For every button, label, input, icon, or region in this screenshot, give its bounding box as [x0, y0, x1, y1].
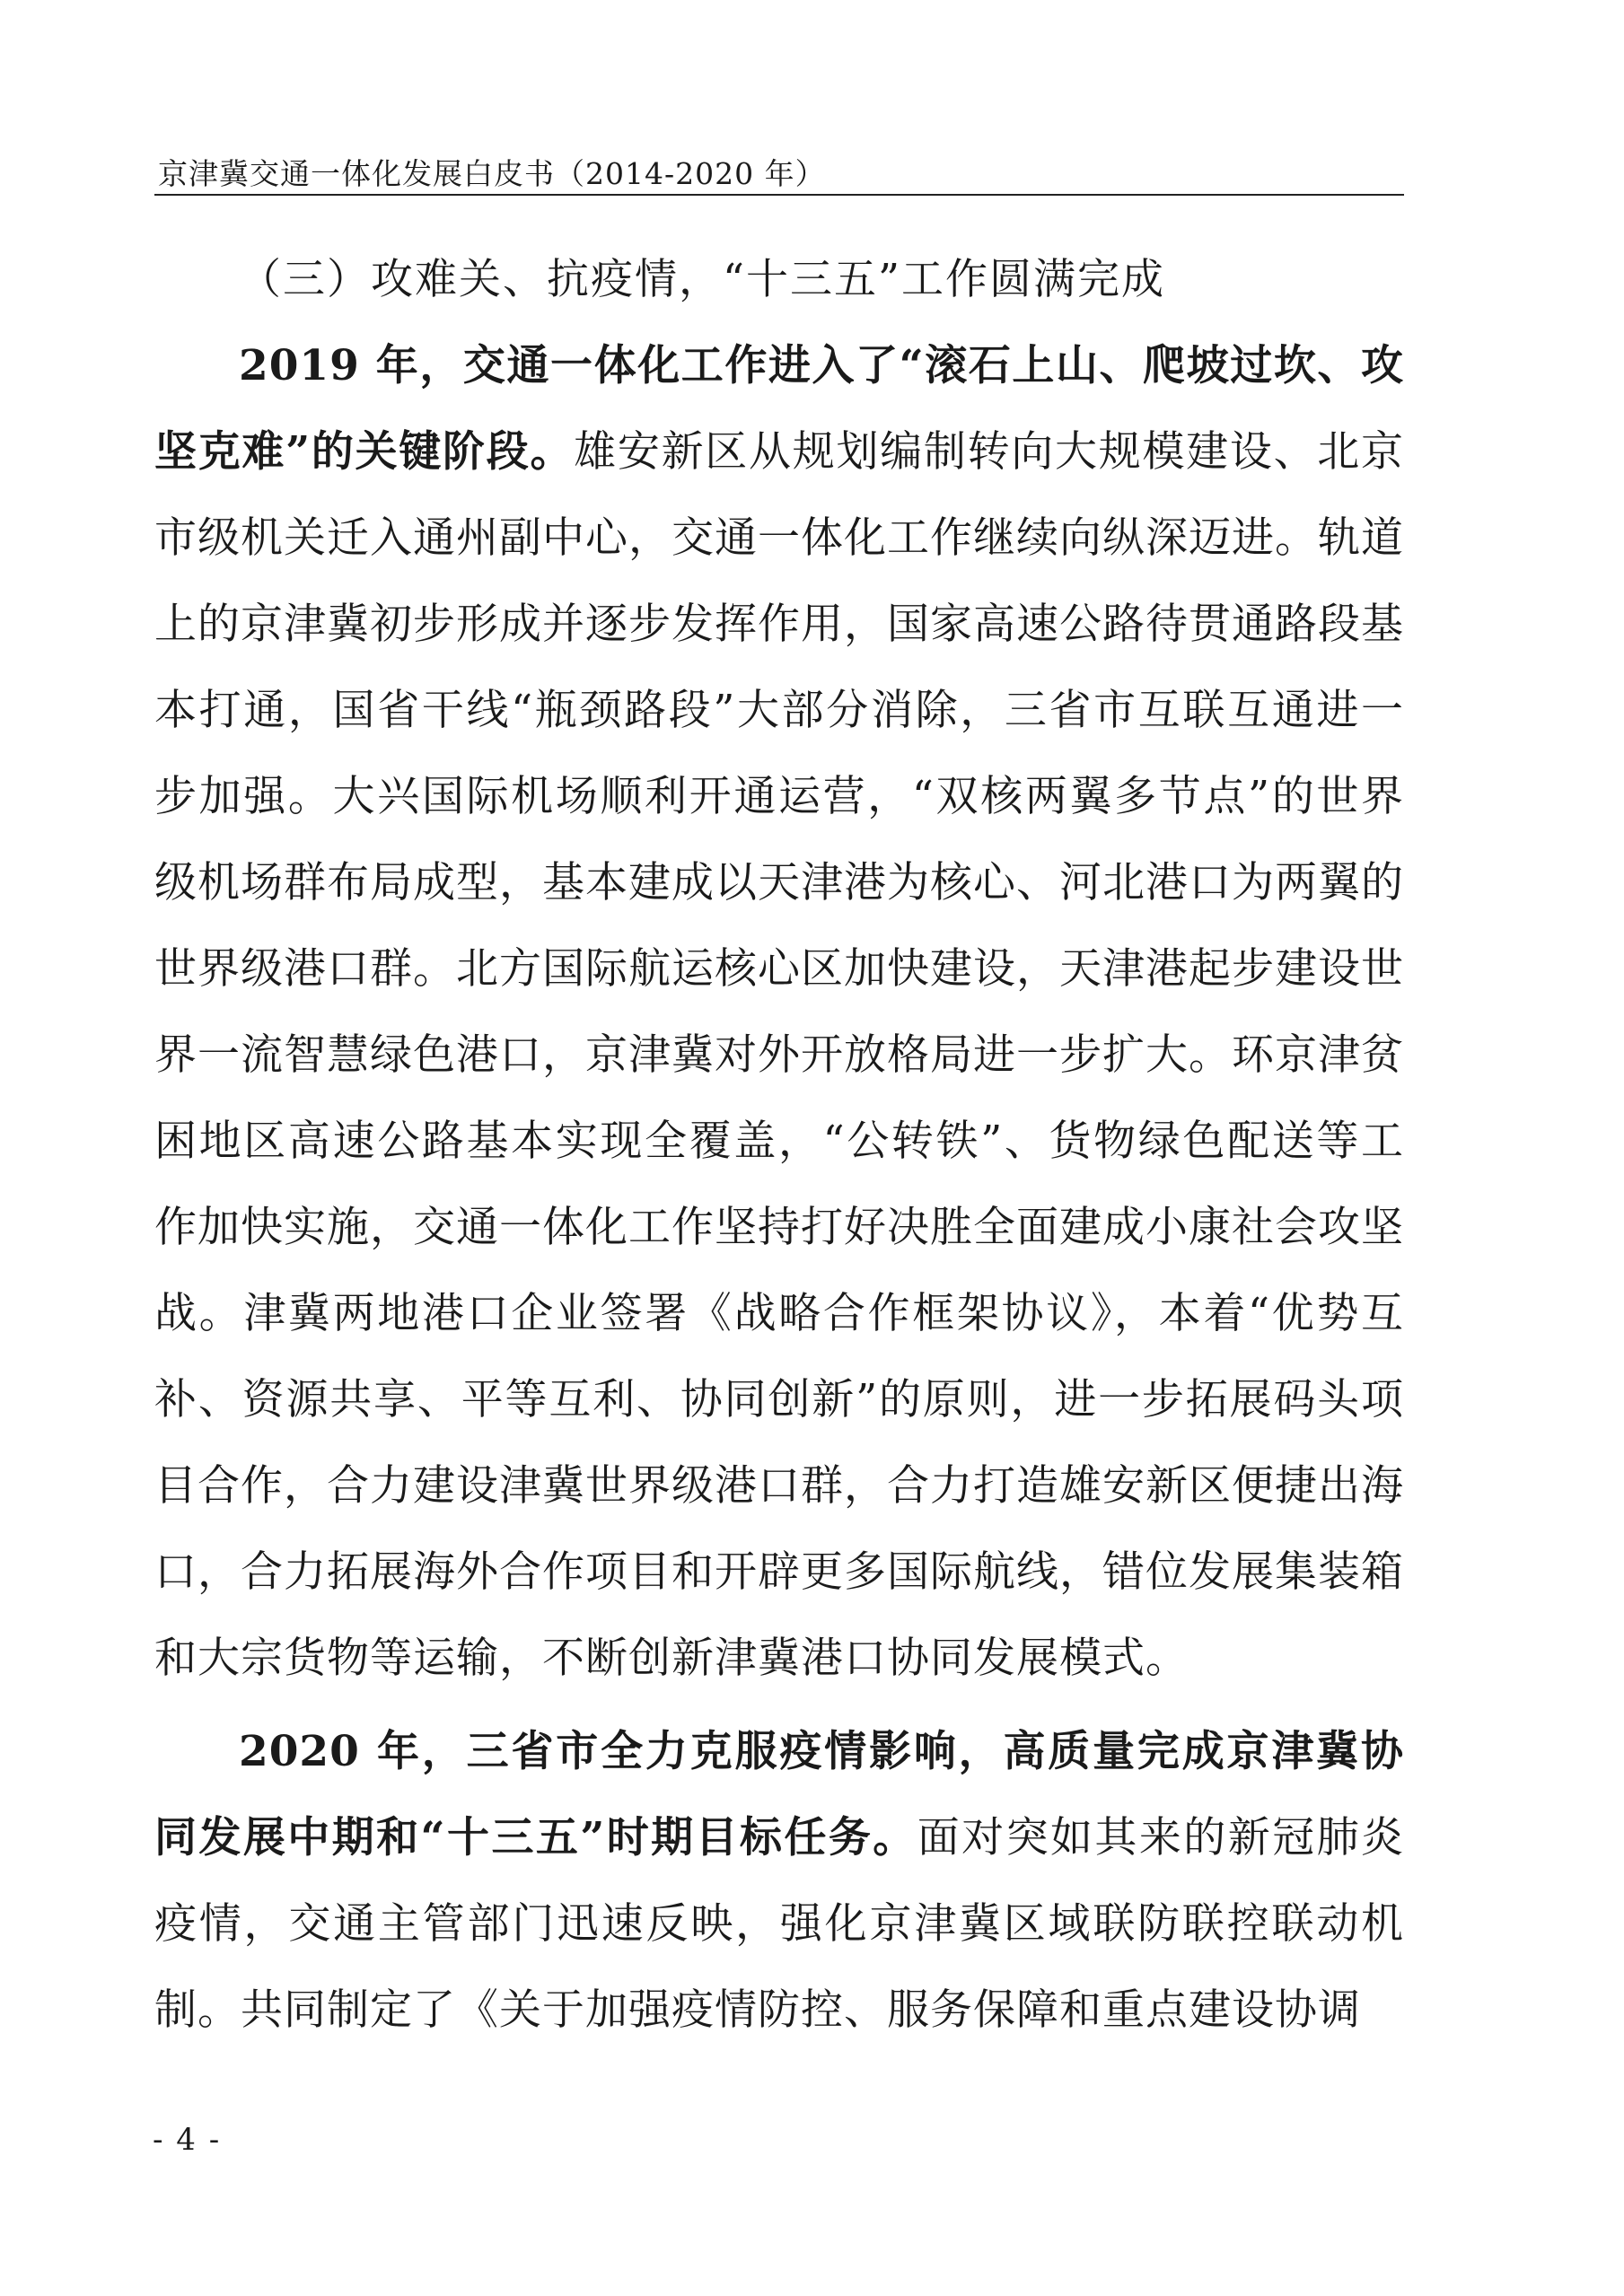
running-header: 京津冀交通一体化发展白皮书（2014-2020 年） — [158, 156, 826, 191]
header-divider — [154, 194, 1404, 196]
document-body — [154, 237, 1404, 2054]
section-heading: （三）攻难关、抗疫情，“十三五”工作圆满完成 — [239, 255, 1166, 304]
paragraph-2019 — [154, 323, 1404, 1702]
paragraph-body-2020: 面对突如其来的新冠肺炎疫情，交通主管部门迅速反映，强化京津冀区域联防联控联动机制。共同制定了《关于加强疫情防控、服务保障和重点建设协调 — [154, 1813, 1404, 2035]
paragraph-2020 — [154, 1709, 1404, 2054]
paragraph-body-2019: 雄安新区从规划编制转向大规模建设、北京市级机关迁入通州副中心，交通一体化工作继续向纵深迈进。轨道上的京津冀初步形成并逐步发挥作用，国家高速公路待贯通路段基本打通，国省干线“瓶颈路段”大部分消除，三省市互联互通进一步加强。大兴国际机场顺利开通运营，“双核两翼多节点”的世界级机场群布局成型，基本建成以天津港为核心、河北港口为两翼的世界级港口群。北方国际航运核心区加快建设，天津港起步建设世界一流智慧绿色港口，京津冀对外开放格局进一步扩大。环京津贫困地区高速公路基本实现全覆盖，“公转铁”、货物绿色配送等工作加快实施，交通一体化工作坚持打好决胜全面建成小康社会攻坚战。津冀两地港口企业签署《战略合作框架协议》，本着“优势互补、资源共享、平等互利、协同创新”的原则，进一步拓展码头项目合作，合力建设津冀世界级港口群，合力打造雄安新区便捷出海口，合力拓展海外合作项目和开辟更多国际航线，错位发展集装箱和大宗货物等运输，不断创新津冀港口协同发展模式。 — [154, 427, 1404, 1683]
paragraph-lead-2020: 2020 年，三省市全力克服疫情影响，高质量完成京津冀协同发展中期和“十三五”时期目标任务。 — [154, 1727, 1404, 1862]
paragraph-lead-2019: 2019 年，交通一体化工作进入了“滚石上山、爬坡过坎、攻坚克难”的关键阶段。 — [154, 341, 1404, 477]
page-number: - 4 - — [153, 2122, 222, 2158]
